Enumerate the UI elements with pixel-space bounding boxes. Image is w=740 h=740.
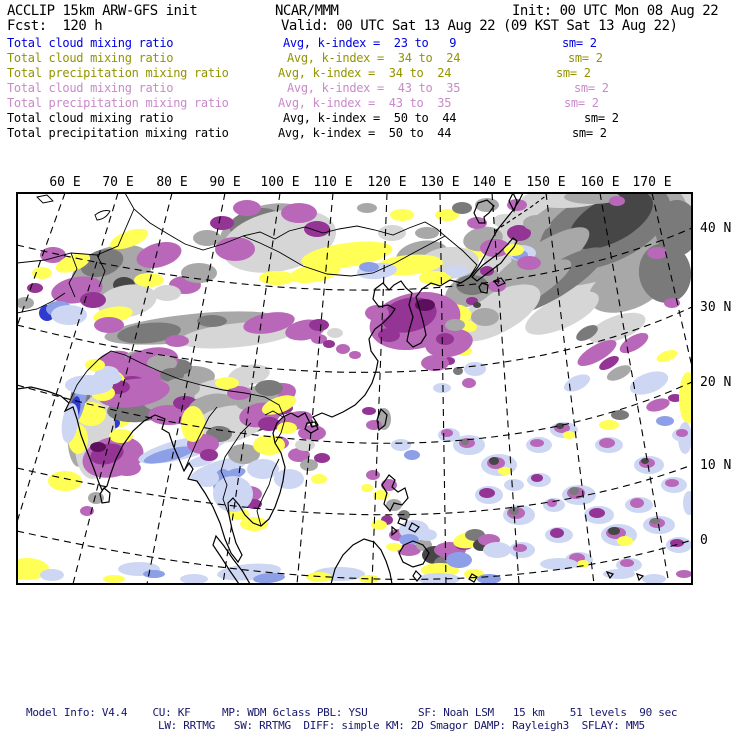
- legend-kindex-value: Avg, k-index = 34 to 24: [278, 66, 452, 80]
- legend-kindex-value: Avg, k-index = 50 to 44: [278, 126, 452, 140]
- model-info-line2: LW: RRTMG SW: RRTMG DIFF: simple KM: 2D Smagor DAMP: Rayleigh3 SFLAY: MM5: [158, 719, 645, 732]
- lat-label: 40 N: [700, 221, 732, 236]
- lon-label: 60 E: [49, 175, 81, 190]
- lon-label: 100 E: [260, 175, 300, 190]
- model-info-line1: Model Info: V4.4 CU: KF MP: WDM 6class PBL: YSU SF: Noah LSM 15 km 51 levels 90 sec: [26, 706, 678, 719]
- lon-label: 80 E: [156, 175, 188, 190]
- legend-smooth-value: sm= 2: [572, 126, 607, 140]
- init-time: Init: 00 UTC Mon 08 Aug 22: [512, 3, 719, 19]
- model-title: ACCLIP 15km ARW-GFS init: [7, 3, 198, 19]
- cloud-precip-field: [5, 145, 716, 585]
- legend-field-label: Total precipitation mixing ratio: [7, 66, 229, 80]
- center-name: NCAR/MMM: [275, 3, 339, 19]
- legend-field-label: Total cloud mixing ratio: [7, 36, 174, 50]
- lon-label: 130 E: [420, 175, 460, 190]
- lon-label: 140 E: [472, 175, 512, 190]
- forecast-hour: Fcst: 120 h: [7, 18, 103, 34]
- legend-smooth-value: sm= 2: [574, 81, 609, 95]
- lat-label: 0: [700, 533, 708, 548]
- longitude-labels: [49, 175, 671, 190]
- lon-label: 90 E: [209, 175, 241, 190]
- legend-smooth-value: sm= 2: [556, 66, 591, 80]
- legend-kindex-value: Avg, k-index = 23 to 9: [283, 36, 457, 50]
- legend-smooth-value: sm= 2: [568, 51, 603, 65]
- lat-label: 20 N: [700, 375, 732, 390]
- legend-smooth-value: sm= 2: [562, 36, 597, 50]
- legend-field-label: Total precipitation mixing ratio: [7, 126, 229, 140]
- lon-label: 170 E: [632, 175, 672, 190]
- legend-field-label: Total cloud mixing ratio: [7, 81, 174, 95]
- latitude-labels: [700, 221, 731, 548]
- legend-smooth-value: sm= 2: [584, 111, 619, 125]
- legend-kindex-value: Avg, k-index = 50 to 44: [283, 111, 457, 125]
- lat-label: 30 N: [700, 300, 732, 315]
- valid-time: Valid: 00 UTC Sat 13 Aug 22 (09 KST Sat 13 Aug 22): [281, 18, 678, 34]
- legend-field-label: Total cloud mixing ratio: [7, 51, 174, 65]
- legend-field-label: Total cloud mixing ratio: [7, 111, 174, 125]
- lat-label: 10 N: [700, 458, 732, 473]
- lon-label: 110 E: [313, 175, 353, 190]
- lon-label: 150 E: [526, 175, 566, 190]
- legend-kindex-value: Avg, k-index = 34 to 24: [287, 51, 461, 65]
- lon-label: 120 E: [367, 175, 407, 190]
- lon-label: 160 E: [580, 175, 620, 190]
- legend-field-label: Total precipitation mixing ratio: [7, 96, 229, 110]
- legend-smooth-value: sm= 2: [564, 96, 599, 110]
- legend-kindex-value: Avg, k-index = 43 to 35: [278, 96, 452, 110]
- lon-label: 70 E: [102, 175, 134, 190]
- legend-kindex-value: Avg, k-index = 43 to 35: [287, 81, 461, 95]
